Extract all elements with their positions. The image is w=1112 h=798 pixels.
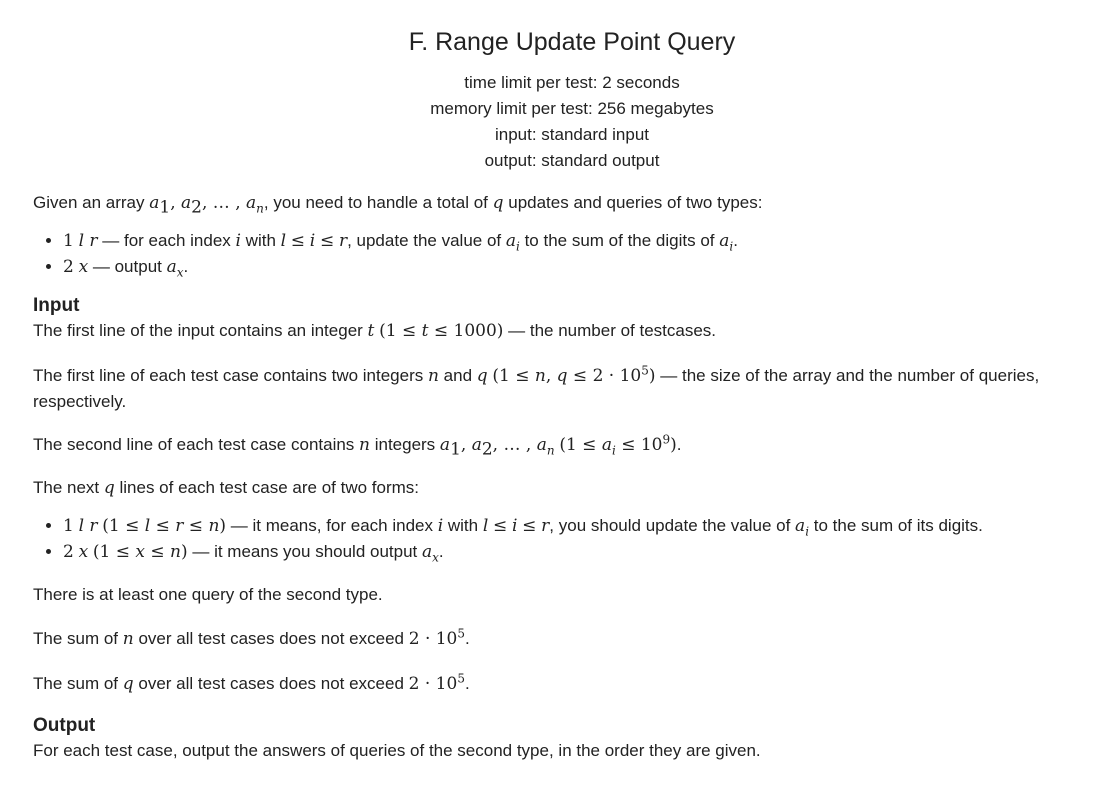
sum-q-constraint: The sum of q over all test cases does not exceed $2 \cdot 10^5$. <box>33 671 470 694</box>
input-line-3: The second line of each test case contains n integers $a_1$, $a_2$, … , $a_n$ $(1 \le a_i \le 10^9)$. <box>33 432 682 460</box>
input-line-4: The next q lines of each test case are of two forms: <box>33 478 420 498</box>
statement-intro: Given an array $a_1$, $a_2$, … , $a_n$, you need to handle a total of q updates and queries of two types: <box>33 193 763 218</box>
input-line-1: The first line of the input contains an integer t (1 ≤ t ≤ 1000) — the number of testcases. <box>33 321 717 341</box>
input-section <box>33 294 1093 697</box>
sum-n-constraint: The sum of n over all test cases does not exceed $2 \cdot 10^5$. <box>33 626 470 649</box>
output-file: output: standard output <box>484 151 660 170</box>
note-second-type: There is at least one query of the second type. <box>33 585 383 604</box>
output-text: For each test case, output the answers of queries of the second type, in the order they are given. <box>33 741 761 760</box>
problem-statement <box>33 190 1093 763</box>
problem-title: F. Range Update Point Query <box>408 28 736 56</box>
list-item: • 1 l r (1 ≤ l ≤ r ≤ n) — it means, for each index i with l ≤ i ≤ r, you should update the value of $a_i$ to the sum of its digits. <box>63 513 1093 539</box>
input-file: input: standard input <box>494 125 650 144</box>
memory-limit: memory limit per test: 256 megabytes <box>430 99 714 118</box>
list-item: • 2 x — output $a_x$. <box>63 254 1093 280</box>
operation-list <box>33 228 1093 280</box>
output-heading: Output <box>33 715 96 736</box>
list-item: • 1 l r — for each index i with l ≤ i ≤ r, update the value of $a_i$ to the sum of the digits of $a_i$. <box>63 228 1093 254</box>
input-line-2: The first line of each test case contains two integers n and q (1 ≤ n, $q \le 2 \cdot 10^5$) — the size of the array and the number of queries, respectively. <box>33 363 1040 411</box>
time-limit: time limit per test: 2 seconds <box>464 73 680 92</box>
list-item: • 2 x (1 ≤ x ≤ n) — it means you should output $a_x$. <box>63 539 1093 565</box>
query-form-list <box>33 513 1093 565</box>
input-heading: Input <box>33 295 80 316</box>
problem-header <box>0 26 1112 174</box>
output-section <box>33 714 1093 763</box>
